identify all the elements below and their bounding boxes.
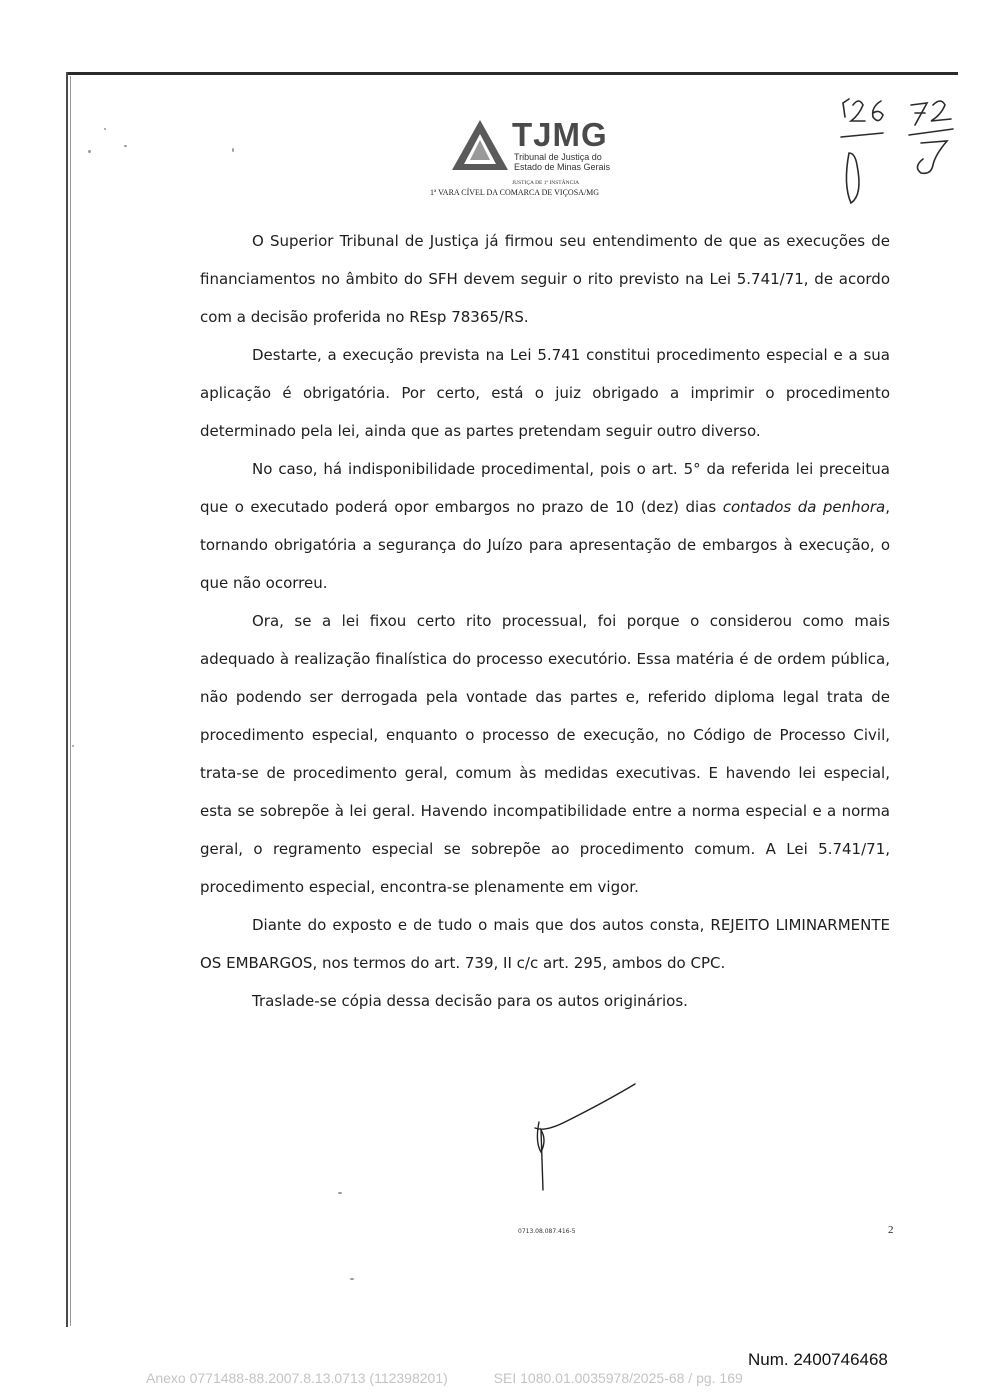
- paragraph: [200, 602, 890, 906]
- paragraph: [200, 222, 890, 336]
- handwritten-mark-72: [911, 101, 951, 125]
- footer-anexo: Anexo 0771488-88.2007.8.13.0713 (112398201): [146, 1370, 448, 1386]
- paragraph-text: Traslade-se cópia dessa decisão para os autos originários.: [252, 992, 688, 1010]
- process-reference: 0713.08.087.416-5: [518, 1228, 576, 1235]
- logo-subtitle-line-1: Tribunal de Justiça do: [514, 152, 602, 162]
- paragraph-text-italic: contados da penhora: [722, 498, 886, 516]
- scan-speck: [232, 148, 234, 152]
- paragraph: [200, 982, 890, 1020]
- paragraph: [200, 906, 890, 982]
- scan-border-left-inner: [70, 76, 71, 1326]
- scan-speck: [338, 1192, 342, 1194]
- paragraph: [200, 450, 890, 602]
- logo-subtitle-line-2: Estado de Minas Gerais: [514, 162, 611, 172]
- paragraph: [200, 336, 890, 450]
- stamp-number: Num. 2400746468: [748, 1350, 888, 1369]
- paragraph-text: Ora, se a lei fixou certo rito processual, foi porque o considerou como mais adequado à realização finalística do processo executório. Essa matéria é de ordem pública, não podendo ser derrogada pela vontade das partes e, referido diploma legal trata de procedimento especial, enquanto o processo de execução, no Código de Processo Civil, trata-se de procedimento geral, comum às medidas executivas. E havendo lei especial, esta se sobrepõe à lei geral. Havendo incompatibilidade entre a norma especial e a norma geral, o regramento especial se sobrepõe ao procedimento comum. A Lei 5.741/71, procedimento especial, encontra-se plenamente em vigor.: [200, 612, 890, 896]
- decision-body: [200, 222, 890, 1020]
- scan-border-left: [66, 72, 68, 1327]
- footer-sei: SEI 1080.01.0035978/2025-68 / pg. 169: [493, 1370, 743, 1386]
- scan-speck: [350, 1278, 354, 1280]
- footer-watermark: [146, 1370, 743, 1386]
- paragraph-text: No caso, há indisponibilidade procedimental, pois o art. 5° da referida lei preceitua que o executado poderá opor embargos no prazo de 10 (dez) dias: [200, 460, 890, 516]
- handwritten-mark-7: [917, 141, 947, 173]
- handwritten-signature: [525, 1082, 645, 1192]
- scan-speck: [88, 150, 91, 153]
- paragraph-text: Diante do exposto e de tudo o mais que dos autos consta, REJEITO LIMINARMENTE OS EMBARGOS, nos termos do art. 739, II c/c art. 295, ambos do CPC.: [200, 916, 890, 972]
- paragraph-text: Destarte, a execução prevista na Lei 5.741 constitui procedimento especial e a sua aplicação é obrigatória. Por certo, está o juiz obrigado a imprimir o procedimento determinado pela lei, ainda que as partes pretendam seguir outro diverso.: [200, 346, 890, 440]
- scan-border-top: [66, 72, 958, 75]
- scan-speck: [104, 128, 106, 130]
- logo-text: [512, 118, 610, 172]
- page-number: 2: [888, 1224, 894, 1236]
- scan-speck: [72, 745, 74, 747]
- handwritten-mark-126: [843, 99, 883, 121]
- handwritten-fraction-line-left: [841, 133, 883, 137]
- handwritten-page-marks: [835, 95, 965, 215]
- paragraph-text: O Superior Tribunal de Justiça já firmou seu entendimento de que as execuções de financiamentos no âmbito do SFH devem seguir o rito previsto na Lei 5.741/71, de acordo com a decisão proferida no REsp 78365/RS.: [200, 232, 890, 326]
- logo-name: TJMG: [512, 116, 608, 153]
- handwritten-fraction-line-right: [909, 129, 953, 135]
- scan-speck: [124, 145, 127, 147]
- court-header: [430, 118, 660, 208]
- instancia-label: JUSTIÇA DE 1ª INSTÂNCIA: [512, 180, 580, 186]
- paragraph-text: , tornando obrigatória a segurança do Juízo para apresentação de embargos à execução, o que não ocorreu.: [200, 498, 890, 592]
- vara-label: 1ª VARA CÍVEL DA COMARCA DE VIÇOSA/MG: [430, 188, 600, 197]
- handwritten-mark-8: [846, 153, 859, 203]
- triangle-logo-icon: [450, 118, 510, 174]
